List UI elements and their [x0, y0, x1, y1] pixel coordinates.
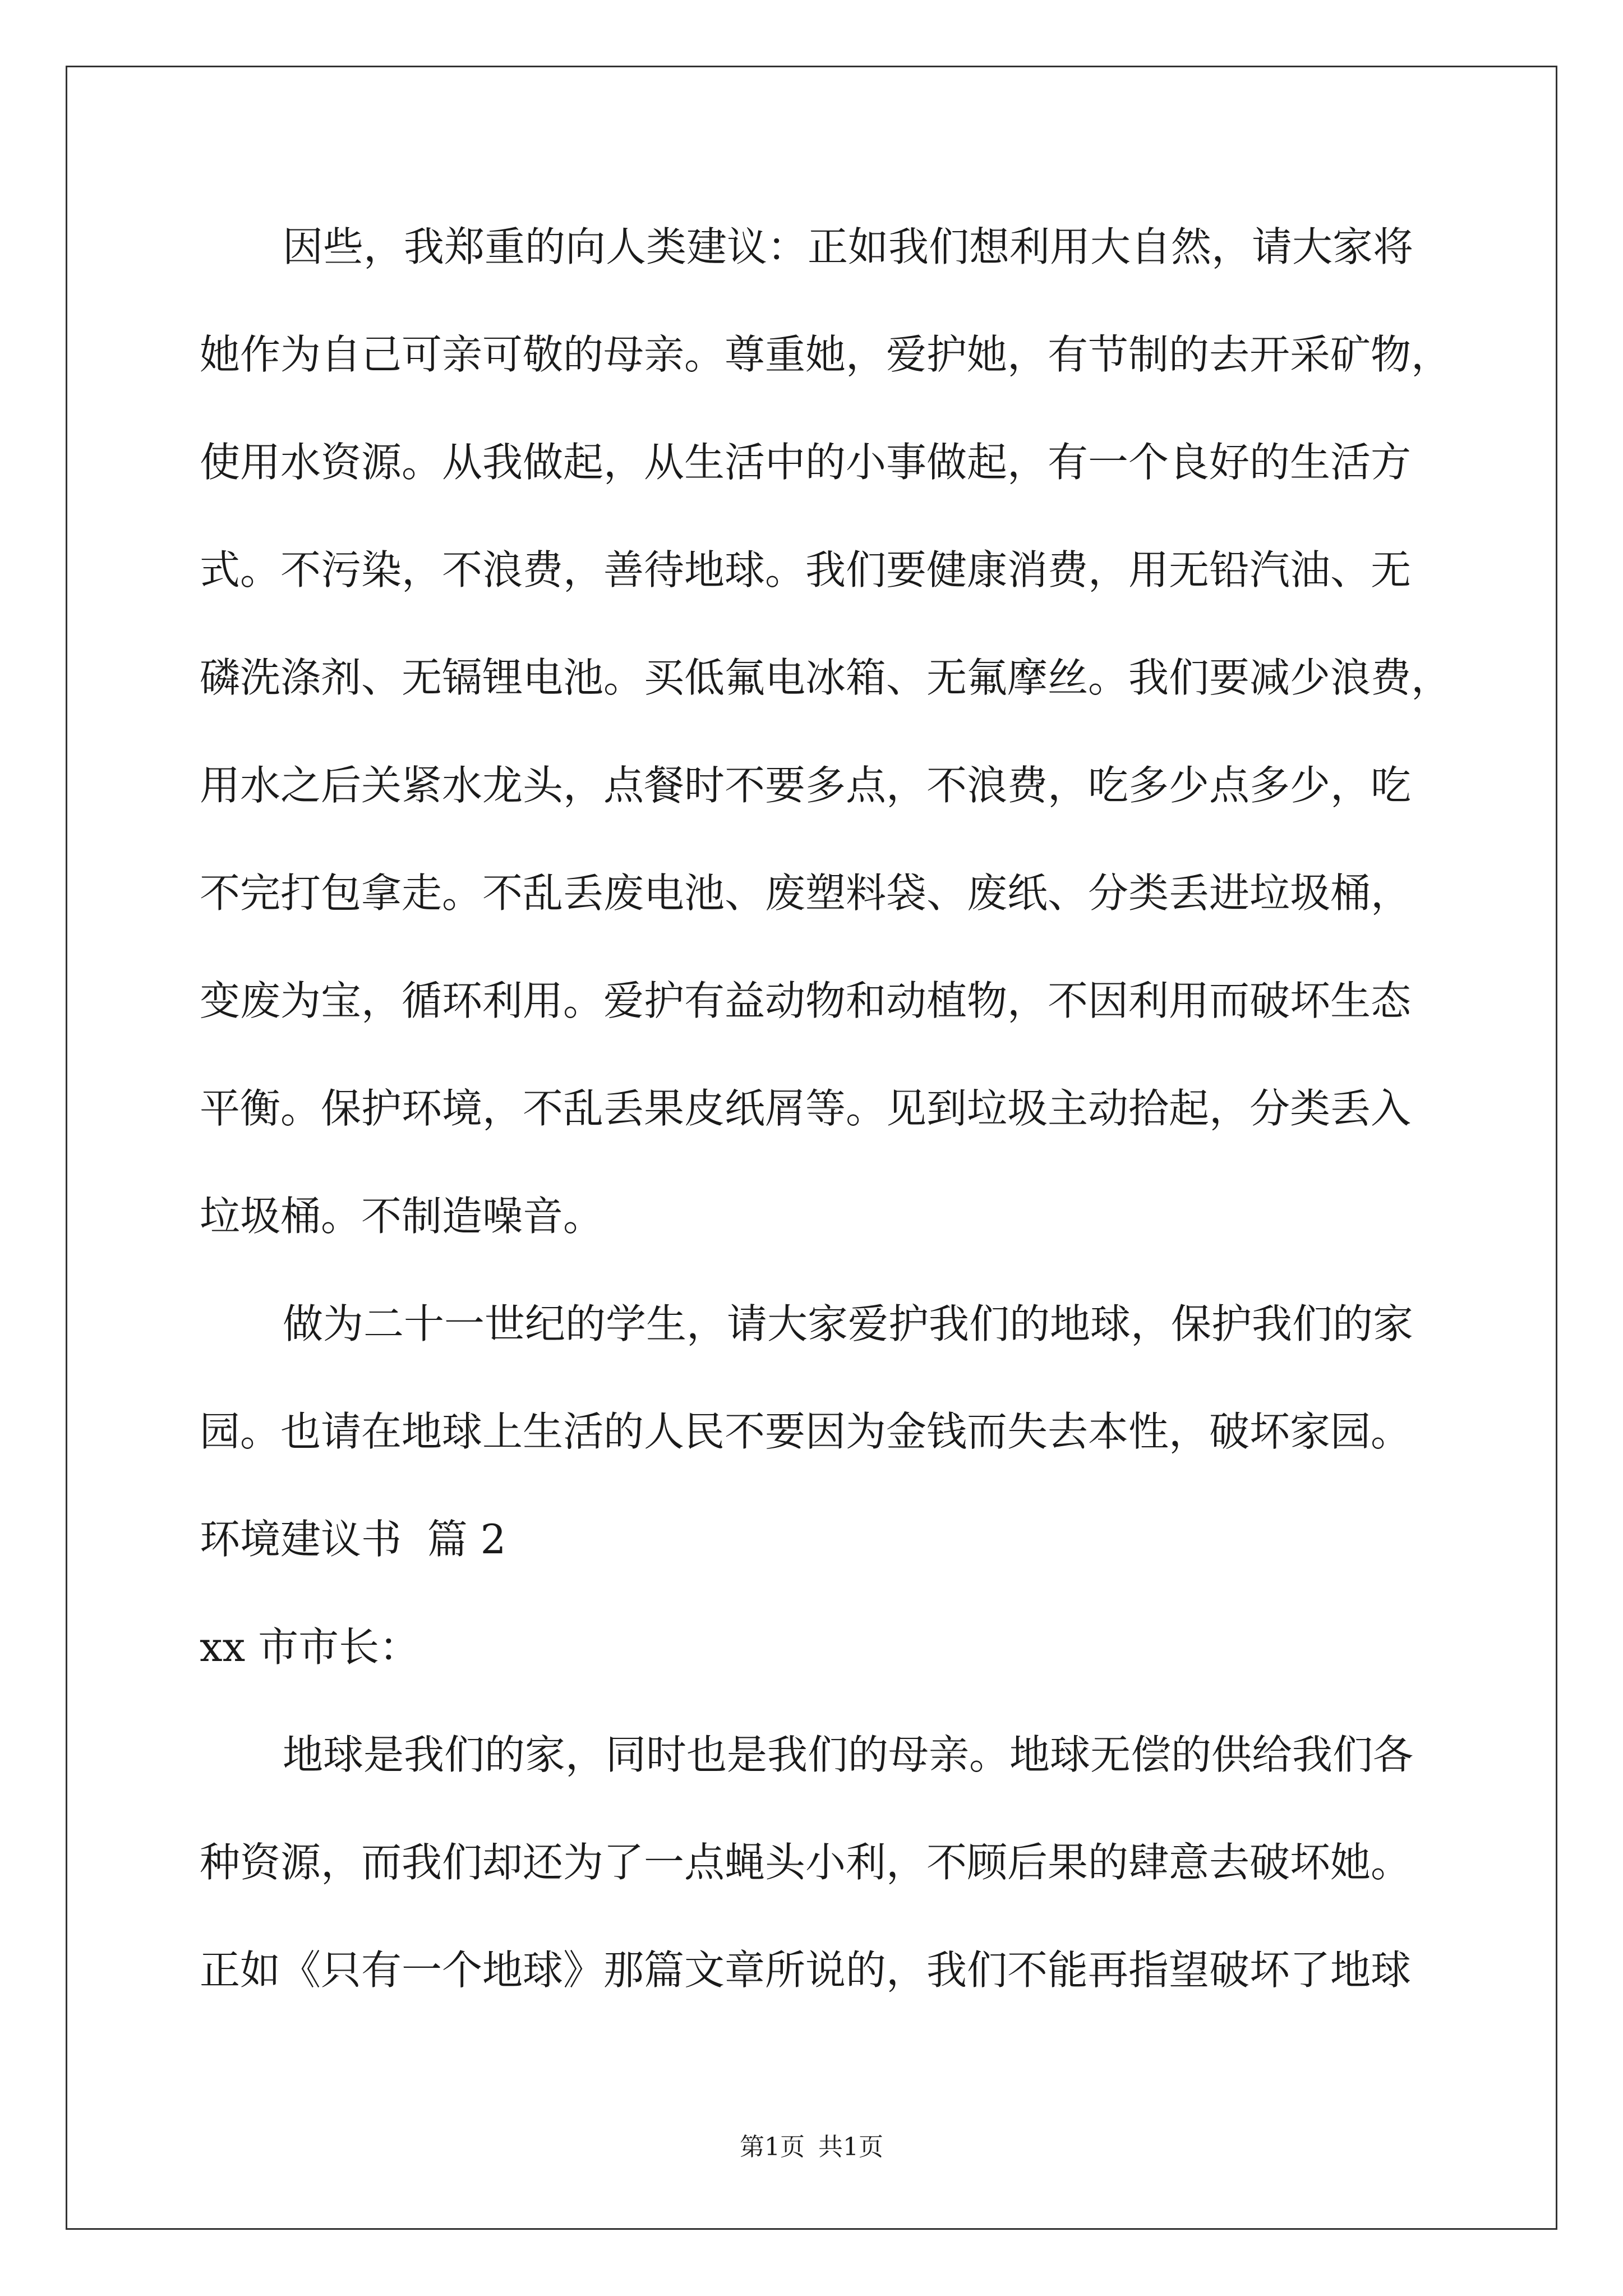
paragraph-line: 园。也请在地球上生活的人民不要因为金钱而失去本性，破坏家园。 — [200, 1408, 1412, 1455]
section-heading: 环境建议书 篇 2 — [200, 1516, 506, 1563]
paragraph-line: 式。不污染，不浪费，善待地球。我们要健康消费，用无铅汽油、无 — [200, 546, 1412, 593]
paragraph-line: 磷洗涤剂、无镉锂电池。买低氟电冰箱、无氟摩丝。我们要减少浪费， — [200, 654, 1452, 701]
paragraph-line: 她作为自己可亲可敬的母亲。尊重她，爱护她，有节制的去开采矿物， — [200, 331, 1452, 378]
page-total: 共1页 — [818, 2133, 883, 2161]
paragraph-line: 做为二十一世纪的学生，请大家爱护我们的地球，保护我们的家 — [283, 1300, 1414, 1347]
paragraph-line: 正如《只有一个地球》那篇文章所说的，我们不能再指望破坏了地球 — [200, 1947, 1412, 1994]
page-number: 第1页 — [740, 2133, 805, 2161]
salutation: xx 市市长： — [200, 1623, 420, 1671]
paragraph-line: 使用水资源。从我做起，从生活中的小事做起，有一个良好的生活方 — [200, 439, 1412, 486]
paragraph-line: 不完打包拿走。不乱丢废电池、废塑料袋、废纸、分类丢进垃圾桶， — [200, 869, 1412, 917]
paragraph-line: 用水之后关紧水龙头，点餐时不要多点，不浪费，吃多少点多少，吃 — [200, 762, 1412, 809]
paragraph-line: 地球是我们的家，同时也是我们的母亲。地球无偿的供给我们各 — [283, 1731, 1414, 1778]
paragraph-line: 垃圾桶。不制造噪音。 — [200, 1193, 604, 1240]
paragraph-line: 变废为宝，循环利用。爱护有益动物和动植物，不因利用而破坏生态 — [200, 977, 1412, 1024]
page-border — [66, 66, 1557, 2230]
paragraph-line: 平衡。保护环境，不乱丢果皮纸屑等。见到垃圾主动拾起，分类丢入 — [200, 1085, 1412, 1132]
paragraph-line: 因些，我郑重的向人类建议：正如我们想利用大自然，请大家将 — [283, 223, 1414, 270]
paragraph-line: 种资源，而我们却还为了一点蝇头小利，不顾后果的肆意去破坏她。 — [200, 1839, 1412, 1886]
page-footer — [0, 2131, 1623, 2164]
